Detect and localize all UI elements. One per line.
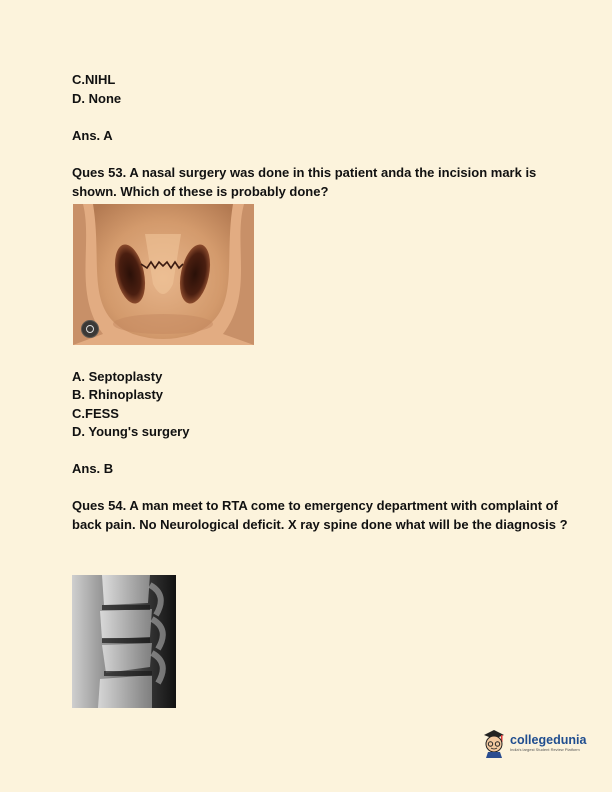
spine-xray-image [72,575,176,708]
nose-incision-image [73,204,254,345]
nose-photo [73,204,254,345]
answer-53: Ans. B [72,461,114,476]
answer-prev: Ans. A [72,128,113,143]
option-d: D. Young's surgery [72,424,190,439]
option-c: C.FESS [72,406,119,421]
option-c-prev: C.NIHL [72,72,116,87]
spine-xray [72,575,176,708]
brand-name: collegedunia [510,733,587,747]
collegedunia-logo [481,728,586,758]
mascot-icon [481,728,507,758]
option-a: A. Septoplasty [72,369,163,384]
lens-search-icon[interactable] [81,320,99,338]
option-b: B. Rhinoplasty [72,387,164,402]
question-54-text: Ques 54. A man meet to RTA come to emergency department with complaint of back pain. No Neurological deficit. X ray spine done what will be the diagnosis ? [72,498,568,532]
option-d-prev: D. None [72,91,122,106]
brand-tagline: India's largest Student Review Platform [510,747,580,752]
question-53-text: Ques 53. A nasal surgery was done in this patient anda the incision mark is shown. Which of these is probably done? [72,165,537,199]
